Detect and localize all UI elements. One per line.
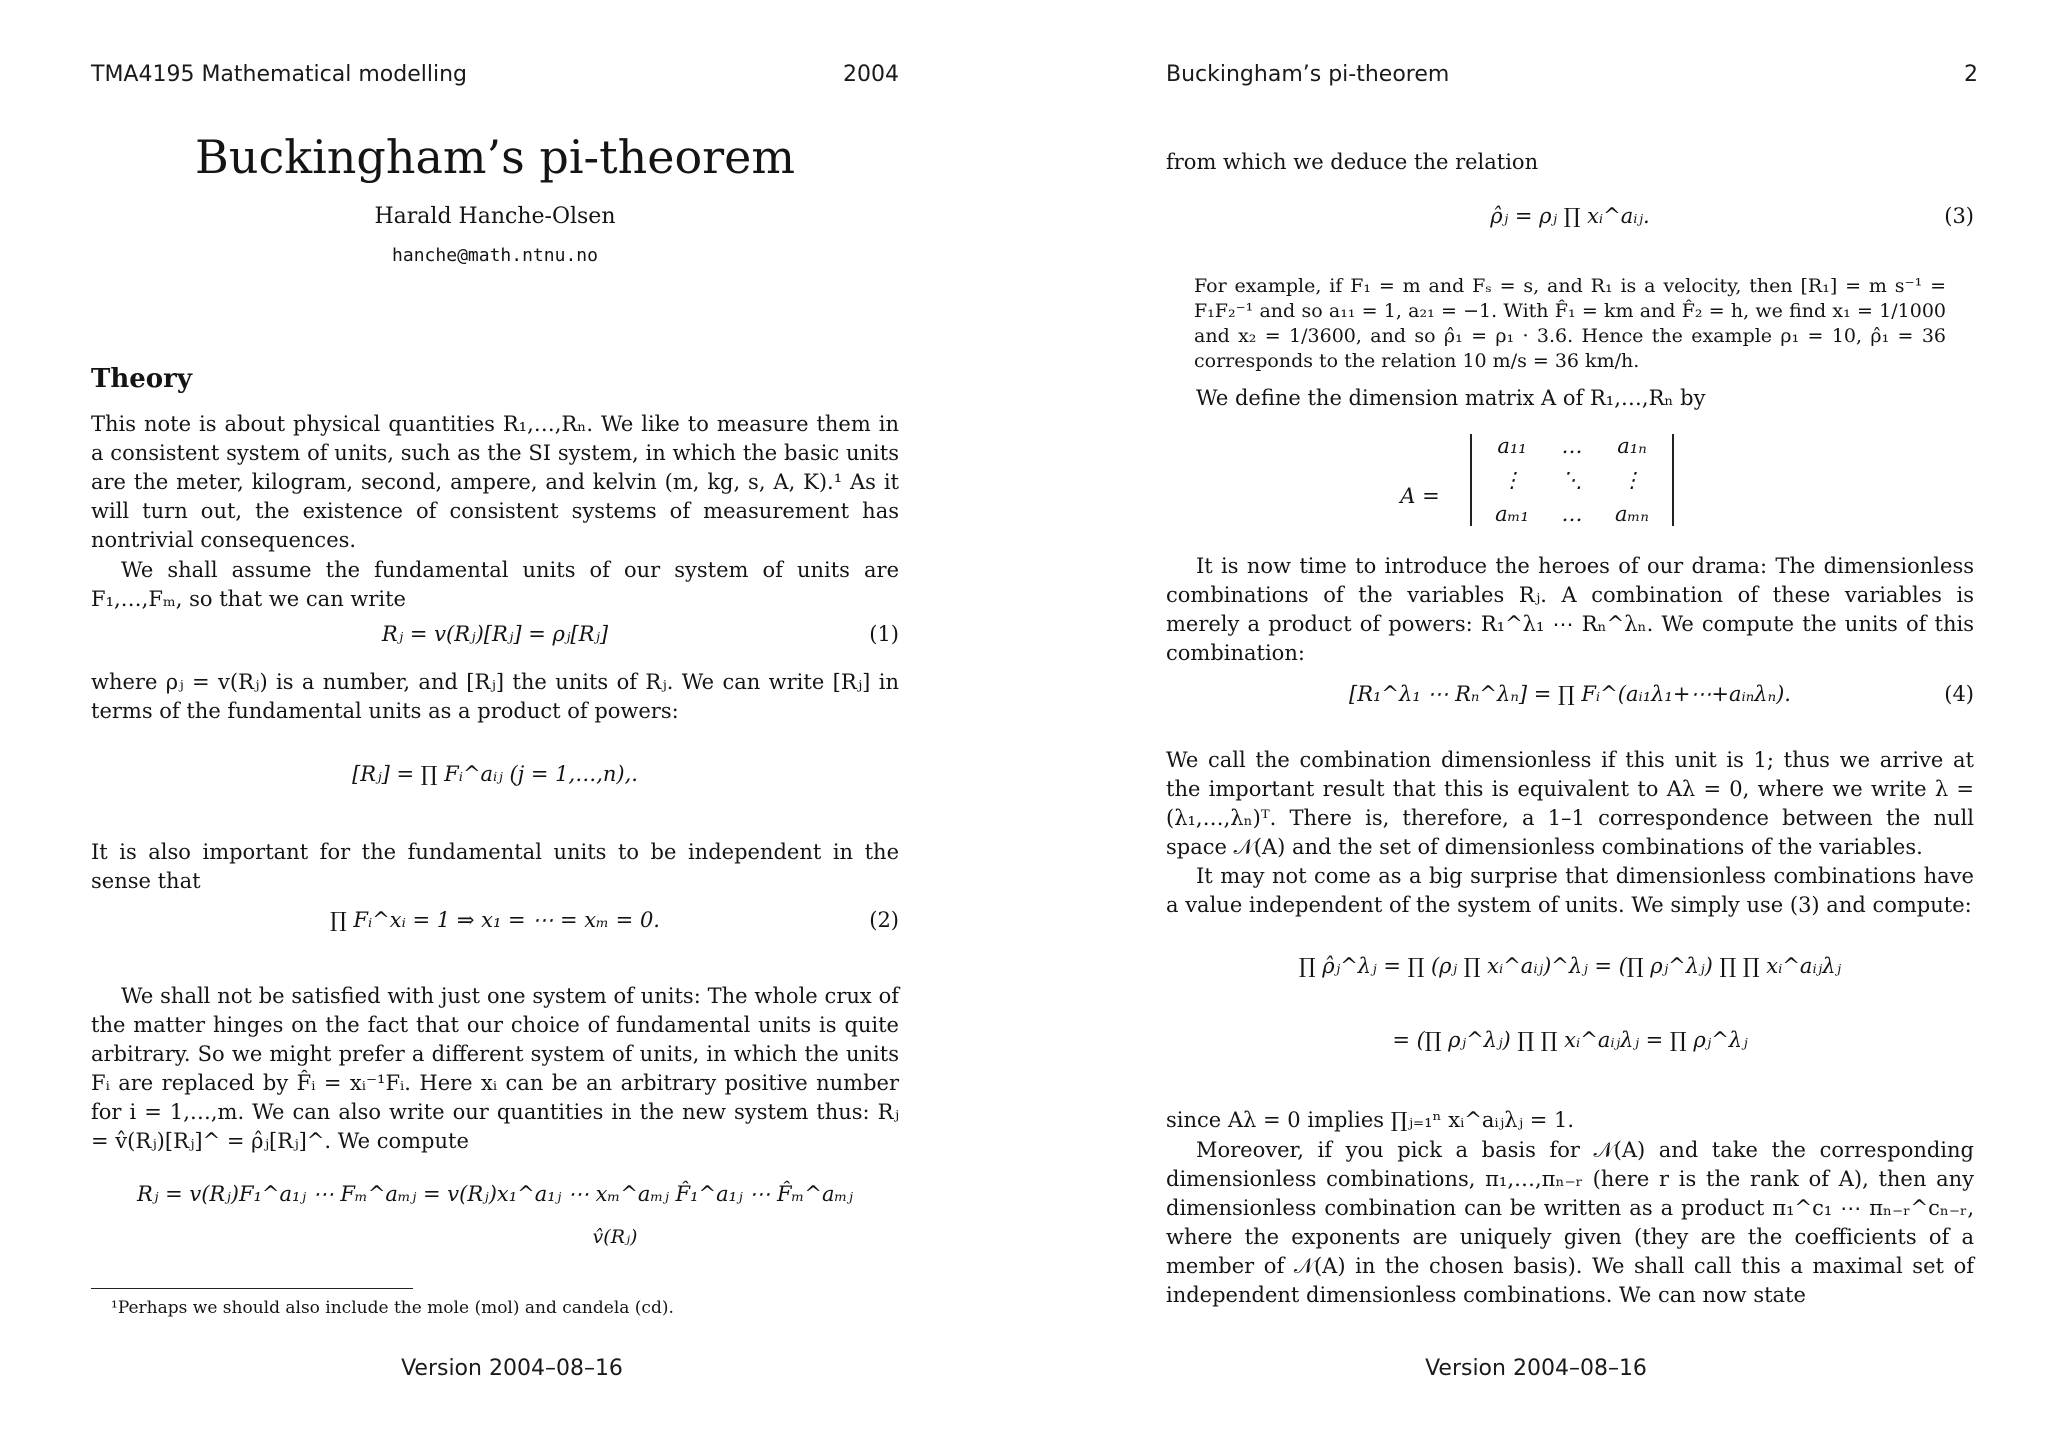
- author-name: Harald Hanche-Olsen: [374, 204, 616, 229]
- equation-4-body: [R₁^λ₁ ⋯ Rₙ^λₙ] = ∏ Fᵢ^(aᵢ₁λ₁+⋯+aᵢₙλₙ).: [1349, 682, 1791, 706]
- equation-2-body: ∏ Fᵢ^xᵢ = 1 ⇒ x₁ = ⋯ = xₘ = 0.: [330, 908, 660, 932]
- equation-4: [1166, 682, 1974, 706]
- section-heading: Theory: [91, 364, 192, 394]
- footer-version-left: Version 2004–08–16: [401, 1356, 623, 1381]
- equation-5a: ∏ ρ̂ⱼ^λⱼ = ∏ (ρⱼ ∏ xᵢ^aᵢⱼ)^λⱼ = (∏ ρⱼ^λⱼ) ∏ ∏ xᵢ^aᵢⱼλⱼ: [1298, 954, 1842, 978]
- paper-title: Buckingham’s pi-theorem: [195, 130, 795, 184]
- right-page: [1024, 0, 2048, 1448]
- paragraph-deduce: from which we deduce the relation: [1166, 150, 1539, 174]
- matrix-cell: aₘ₁: [1495, 502, 1529, 526]
- footnote-rule: [91, 1288, 413, 1289]
- header-title: Buckingham’s pi-theorem: [1166, 62, 1450, 87]
- equation-3-number: (3): [1944, 204, 1974, 228]
- matrix-cell: …: [1561, 502, 1583, 526]
- paragraph-independent: It is also important for the fundamental units to be independent in the sense that: [91, 840, 899, 893]
- paragraph-since: since Aλ = 0 implies ∏ⱼ₌₁ⁿ xᵢ^aᵢⱼλⱼ = 1.: [1166, 1108, 1575, 1132]
- equation-units-product: [91, 762, 899, 786]
- equation-compute-underbrace-label: v̂(Rⱼ): [592, 1226, 638, 1248]
- matrix-cell: ⋱: [1561, 468, 1583, 492]
- matrix-cell: ⋮: [1621, 468, 1643, 492]
- matrix-cell: a₁₁: [1497, 434, 1527, 458]
- equation-2: [91, 908, 899, 932]
- equation-1-number: (1): [869, 622, 899, 646]
- paragraph-basis: Moreover, if you pick a basis for 𝒩(A) and take the corresponding dimensionless combinations, π₁,…,πₙ₋ᵣ (here r is the rank of A), then any dimensionless combination can be written as a product π₁^c₁ ⋯ πₙ₋ᵣ^cₙ₋ᵣ, where the exponents are uniquely given (they are the coefficients of a member of 𝒩(A) in the chosen basis). We shall call this a maximal set of independent dimensionless combinations. We can now state: [1166, 1138, 1974, 1307]
- equation-1-body: Rⱼ = v(Rⱼ)[Rⱼ] = ρⱼ[Rⱼ]: [381, 622, 609, 646]
- equation-units-product-body: [Rⱼ] = ∏ Fᵢ^aᵢⱼ (j = 1,…,n),.: [352, 762, 638, 786]
- matrix-cell: ⋮: [1501, 468, 1523, 492]
- equation-3: [1166, 204, 1974, 228]
- paragraph-dimensionless-combinations: It is now time to introduce the heroes of our drama: The dimensionless combinations of the variables Rⱼ. A combination of these variables is merely a product of powers: R₁^λ₁ ⋯ Rₙ^λₙ. We compute the units of this combination:: [1166, 554, 1974, 665]
- matrix-cell: a₁ₙ: [1617, 434, 1647, 458]
- equation-compute: [91, 1182, 899, 1206]
- equation-4-number: (4): [1944, 682, 1974, 706]
- author-email: hanche@math.ntnu.no: [392, 245, 598, 266]
- paragraph-intro: This note is about physical quantities R₁,…,Rₙ. We like to measure them in a consistent system of units, such as the SI system, in which the basic units are the meter, kilogram, second, ampere, and kelvin (m, kg, s, A, K).¹ As it will turn out, the existence of consistent systems of measurement has nontrivial consequences.: [91, 412, 899, 552]
- equation-2-number: (2): [869, 908, 899, 932]
- header-course: TMA4195 Mathematical modelling: [91, 62, 467, 87]
- paragraph-null-space: We call the combination dimensionless if this unit is 1; thus we arrive at the important result that this is equivalent to Aλ = 0, where we write λ = (λ₁,…,λₙ)ᵀ. There is, therefore, a 1–1 correspondence between the null space 𝒩(A) and the set of dimensionless combinations of the variables.: [1166, 748, 1974, 859]
- header-year: 2004: [843, 62, 899, 87]
- matrix-cell: aₘₙ: [1615, 502, 1649, 526]
- paragraph-different-system: We shall not be satisfied with just one system of units: The whole crux of the matter hinges on the fact that our choice of fundamental units is quite arbitrary. So we might prefer a different system of units, in which the units Fᵢ are replaced by F̂ᵢ = xᵢ⁻¹Fᵢ. Here xᵢ can be an arbitrary positive number for i = 1,…,m. We can also write our quantities in the new system thus: Rⱼ = v̂(Rⱼ)[Rⱼ]^ = ρ̂ⱼ[Rⱼ]^. We compute: [91, 984, 899, 1153]
- paragraph-independent-value: It may not come as a big surprise that dimensionless combinations have a value independent of the system of units. We simply use (3) and compute:: [1166, 864, 1974, 917]
- paragraph-dimension-matrix: We define the dimension matrix A of R₁,…,Rₙ by: [1196, 386, 1706, 410]
- equation-3-body: ρ̂ⱼ = ρⱼ ∏ xᵢ^aᵢⱼ.: [1490, 204, 1650, 228]
- equation-1: [91, 622, 899, 646]
- paragraph-fundamental-units: We shall assume the fundamental units of our system of units are F₁,…,Fₘ, so that we can write: [91, 558, 899, 611]
- header-page-number: 2: [1964, 62, 1978, 87]
- equation-compute-body: Rⱼ = v(Rⱼ)F₁^a₁ⱼ ⋯ Fₘ^aₘⱼ = v(Rⱼ)x₁^a₁ⱼ ⋯ xₘ^aₘⱼ F̂₁^a₁ⱼ ⋯ F̂ₘ^aₘⱼ: [137, 1182, 853, 1206]
- equation-5b: = (∏ ρⱼ^λⱼ) ∏ ∏ xᵢ^aᵢⱼλⱼ = ∏ ρⱼ^λⱼ: [1392, 1028, 1748, 1052]
- paragraph-units-powers: where ρⱼ = v(Rⱼ) is a number, and [Rⱼ] the units of Rⱼ. We can write [Rⱼ] in terms of the fundamental units as a product of powers:: [91, 670, 899, 723]
- footnote-1: ¹Perhaps we should also include the mole (mol) and candela (cd).: [111, 1298, 674, 1318]
- example-velocity: For example, if F₁ = m and Fₛ = s, and R₁ is a velocity, then [R₁] = m s⁻¹ = F₁F₂⁻¹ and so a₁₁ = 1, a₂₁ = −1. With F̂₁ = km and F̂₂ = h, we find x₁ = 1/1000 and x₂ = 1/3600, and so ρ̂₁ = ρ₁ · 3.6. Hence the example ρ₁ = 10, ρ̂₁ = 36 corresponds to the relation 10 m/s = 36 km/h.: [1194, 275, 1946, 372]
- dimension-matrix: [1470, 434, 1674, 526]
- footer-version-right: Version 2004–08–16: [1425, 1356, 1647, 1381]
- matrix-cell: …: [1561, 434, 1583, 458]
- matrix-lhs: A =: [1400, 484, 1440, 508]
